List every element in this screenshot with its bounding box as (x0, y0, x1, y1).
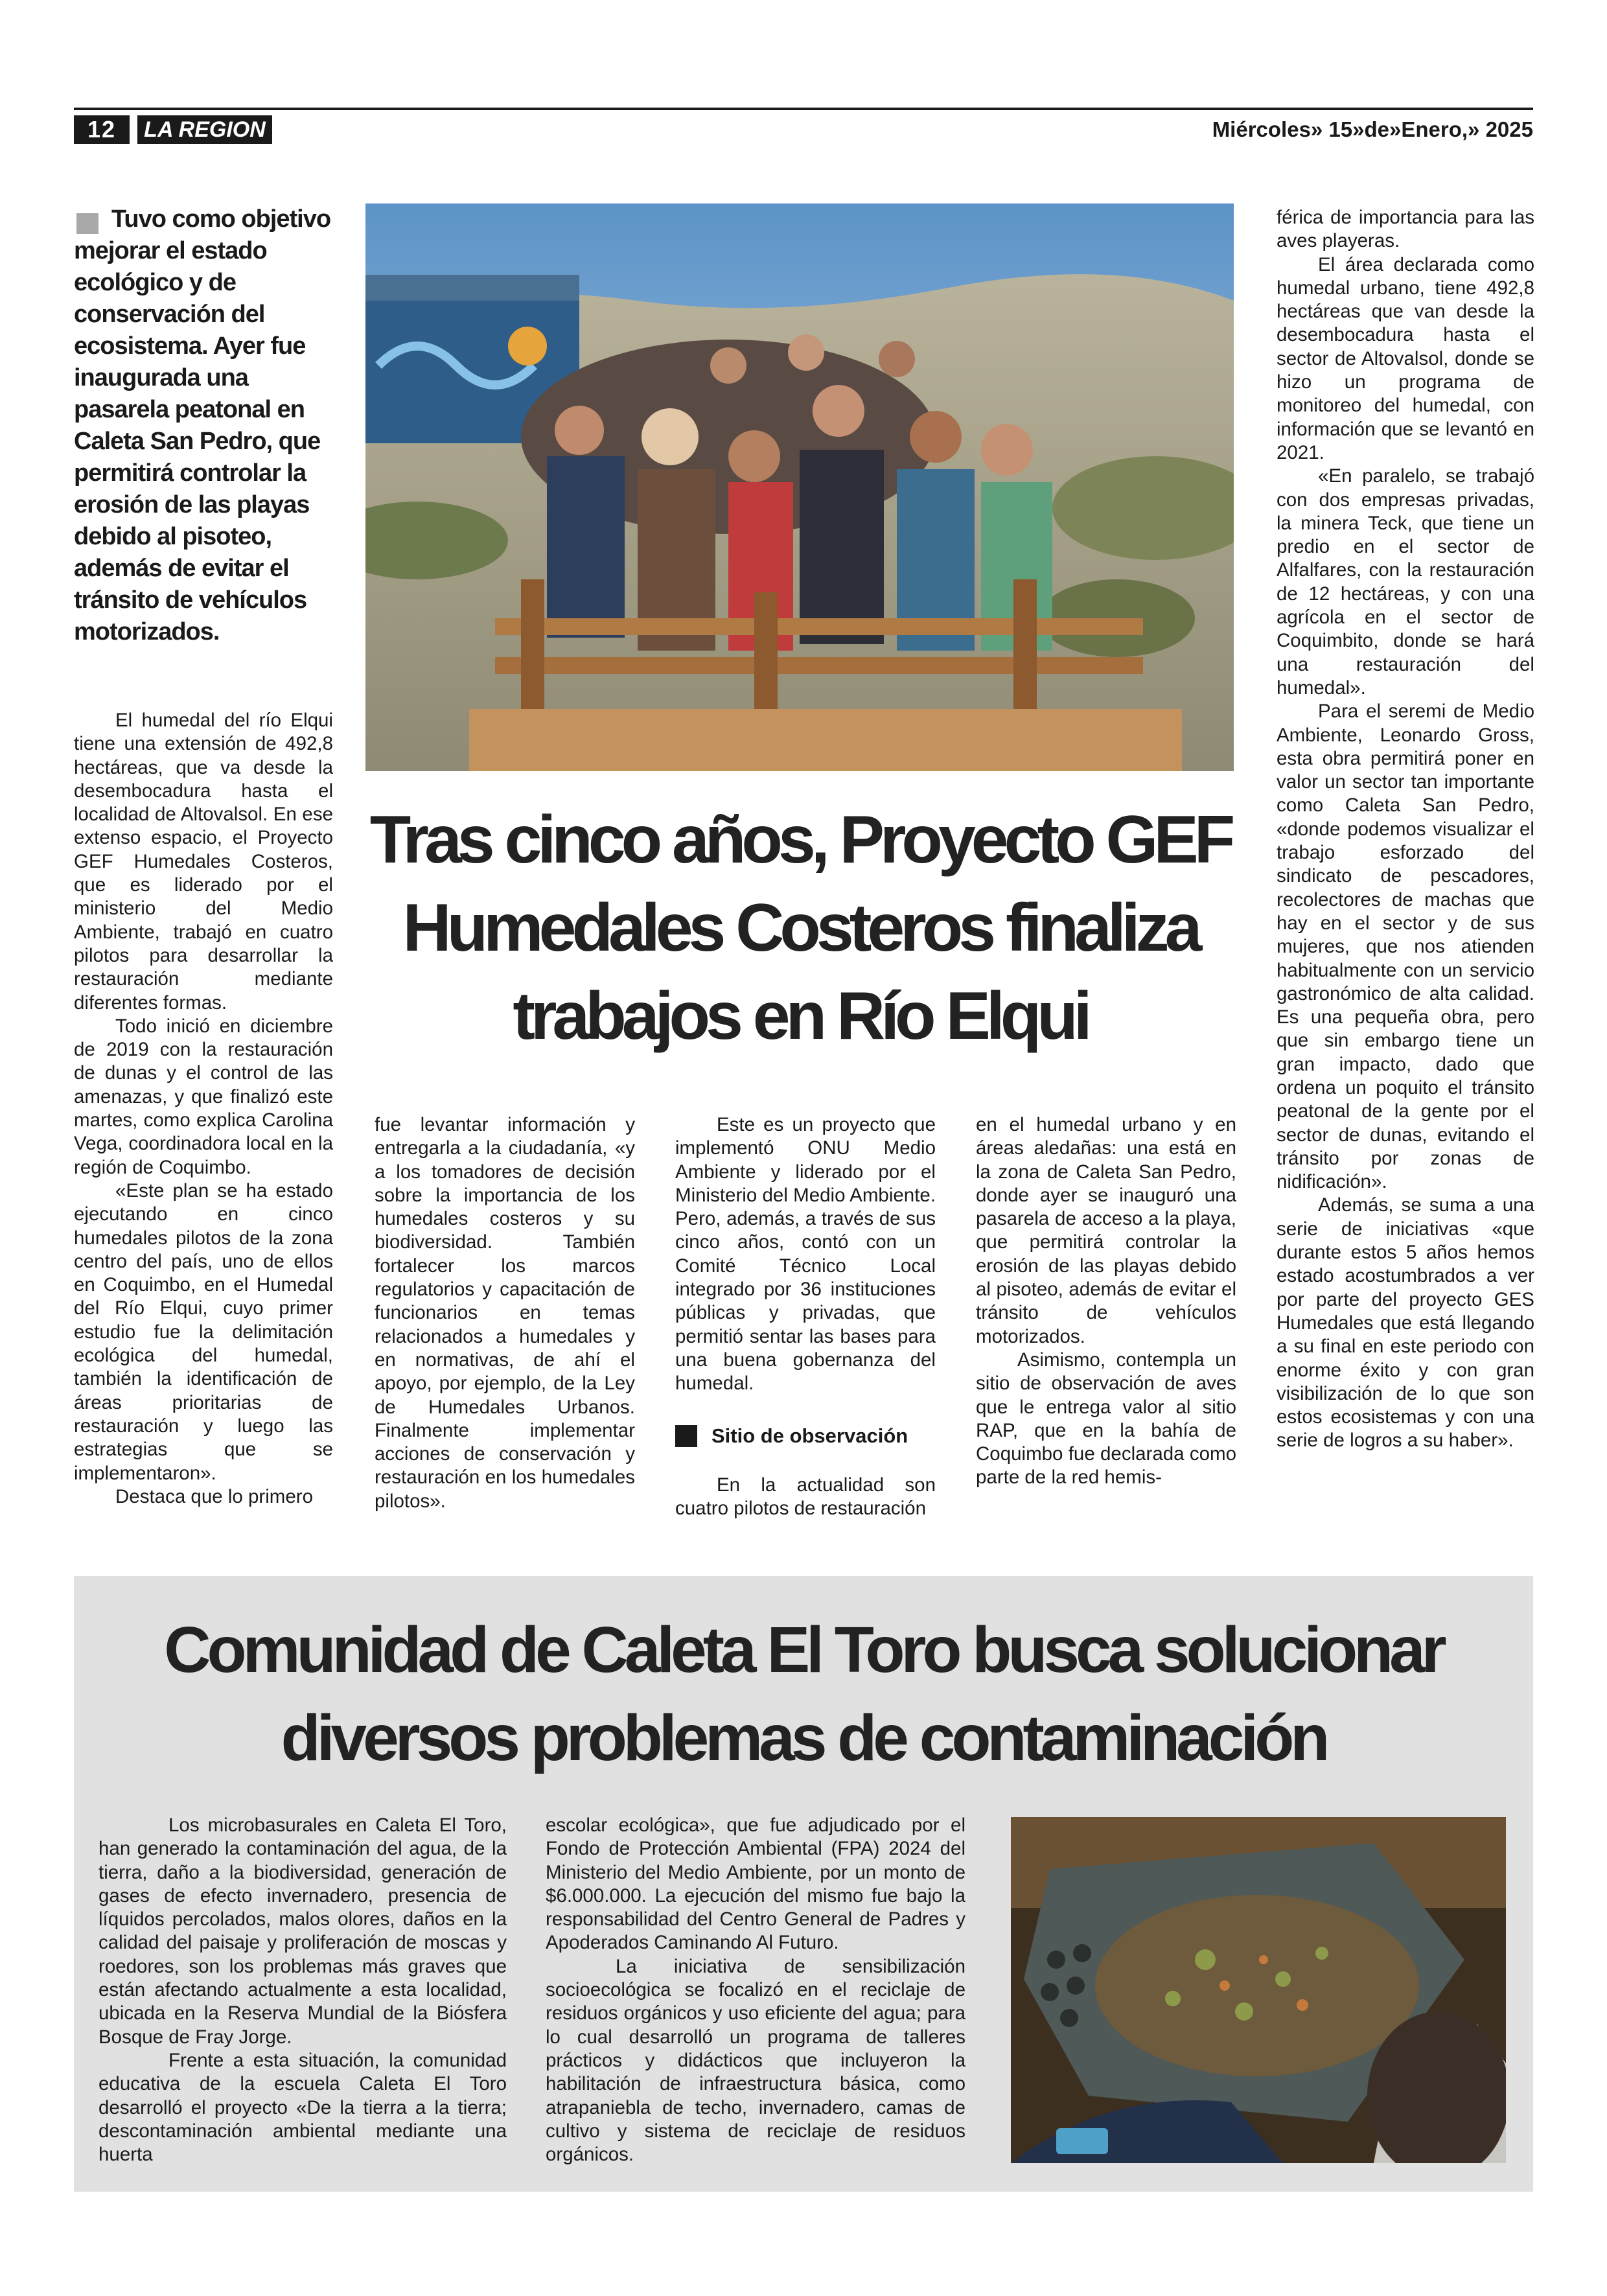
newspaper-name: LA REGION (137, 115, 272, 144)
article1-column-2 (375, 1113, 635, 1513)
article1-column-5 (1277, 206, 1534, 1453)
article1-column-1 (74, 709, 333, 1509)
subheading (675, 1424, 936, 1448)
paragraph: férica de importancia para las aves playeras. (1277, 207, 1534, 252)
paragraph: Frente a esta situación, la comunidad educativa de la escuela Caleta El Toro desarrolló el proyecto «De la tierra a la tierra; descontaminación ambiental mediante una huerta (98, 2049, 507, 2166)
article1-column-4 (976, 1113, 1236, 1490)
paragraph: fue levantar información y entregarla a la ciudadanía, «y a los tomadores de decisión sobre la importancia de los humedales costeros y su biodiversidad. También fortalecer los marcos regulatorios y capacitación de funcionarios en temas relacionados a humedales y en normativas, de ahí el apoyo, por ejemplo, de la Ley de Humedales Urbanos. Finalmente implementar acciones de conservación y restauración en los humedales pilotos». (375, 1114, 635, 1512)
compost-photo (1011, 1817, 1506, 2163)
paragraph: Los microbasurales en Caleta El Toro, han generado la contaminación del agua, de la tierra, daño a la biodiversidad, generación de gases de efecto invernadero, presencia de líquidos percolados, malos olores, daños en la calidad del paisaje y proliferación de moscas y roedores, son los problemas más graves que están afectando actualmente a esta localidad, ubicada en la Reserva Mundial de la Biósfera Bosque de Fray Jorge. (98, 1815, 507, 2048)
paragraph: El área declarada como humedal urbano, tiene 492,8 hectáreas que van desde la desembocadura hasta el sector de Altovalsol, donde se hizo un programa de monitoreo del humedal, con información que se levantó en 2021. (1277, 253, 1534, 463)
article-lead: Tuvo como objetivo mejorar el estado ecológico y de conservación del ecosistema. Ayer fue inaugurada una pasarela peatonal en Caleta San Pedro, que permitirá controlar la erosión de las playas debido al pisoteo, además de evitar el tránsito de vehículos motorizados. (74, 205, 331, 645)
article1-headline: Tras cinco años, Proyecto GEF Humedales Costeros finaliza trabajos en Río Elqui (369, 802, 1231, 1054)
paragraph: Para el seremi de Medio Ambiente, Leonardo Gross, esta obra permitirá poner en valor un sector tan importante como Caleta San Pedro, «donde podemos visualizar el trabajo esforzado del sindicato de pescadores, recolectores de machas que hay en el sector y de sus mujeres, que nos atienden habitualmente con un servicio gastronómico de alta calidad. Es una pequeña obra, pero que sin embargo tiene un gran impacto, dado que ordena un poquito el tránsito peatonal de la gente por el sector de dunas, evitando el tránsito por zonas de nidificación». (1277, 701, 1534, 1193)
page-number: 12 (74, 115, 130, 144)
paragraph: Asimismo, contempla un sitio de observación de aves que le entrega valor al sitio RAP, que en la bahía de Coquimbo fue declarada como parte de la red hemis- (976, 1349, 1236, 1489)
paragraph: escolar ecológica», que fue adjudicado por el Fondo de Protección Ambiental (FPA) 2024 del Ministerio del Medio Ambiente, por un monto de $6.000.000. La ejecución del mismo fue bajo la responsabilidad del Centro General de Padres y Apoderados Caminando Al Futuro. (546, 1815, 965, 1954)
paragraph: Todo inició en diciembre de 2019 con la restauración de dunas y el control de las amenazas, y que finalizó este martes, como explica Carolina Vega, coordinadora local en la región de Coquimbo. (74, 1015, 333, 1178)
group-photo (365, 203, 1234, 771)
article2-column-1 (98, 1814, 507, 2166)
paragraph: en el humedal urbano y en áreas aledañas: una está en la zona de Caleta San Pedro, donde ayer se inauguró una pasarela de acceso a la playa, que permitirá controlar la erosión de las playas debido al pisoteo, además de evitar el tránsito de vehículos motorizados. (976, 1114, 1236, 1347)
paragraph: El humedal del río Elqui tiene una extensión de 492,8 hectáreas, que va desde la desembocadura hasta el localidad de Altovalsol. En ese extenso espacio, el Proyecto GEF Humedales Costeros, que es liderado por el ministerio del Medio Ambiente, trabajó en cuatro pilotos para desarrollar la restauración mediante diferentes formas. (74, 710, 333, 1014)
subheading-marker (675, 1425, 697, 1447)
paragraph: Destaca que lo primero (115, 1485, 313, 1507)
article2-column-2 (546, 1814, 965, 2166)
paragraph: «Este plan se ha estado ejecutando en cinco humedales pilotos de la zona centro del país, uno de ellos en Coquimbo, en el Humedal del Río Elqui, cuyo primer estudio fue la delimitación ecológica del humedal, también la identificación de áreas prioritarias de restauración y luego las estrategias que se implementaron». (74, 1179, 333, 1484)
paragraph: «En paralelo, se trabajó con dos empresas privadas, la minera Teck, que tiene un predio en el sector de Alfalfares, con la restauración de 12 hectáreas, y con una agrícola en el sector de Coquimbito, donde se hará una restauración del humedal». (1277, 465, 1534, 699)
paragraph: Este es un proyecto que implementó ONU Medio Ambiente y liderado por el Ministerio del Medio Ambiente. Pero, además, a través de sus cinco años, contó con un Comité Técnico Local integrado por 36 instituciones públicas y privadas, que permitió sentar las bases para una buena gobernanza del humedal. (675, 1114, 936, 1395)
paragraph: En la actualidad son cuatro pilotos de restauración (675, 1474, 936, 1519)
article2-headline: Comunidad de Caleta El Toro busca solucionar diversos problemas de contaminación (164, 1614, 1443, 1774)
subheading-text: Sitio de observación (711, 1424, 908, 1447)
article1-column-3 (675, 1113, 936, 1520)
paragraph: Además, se suma a una serie de iniciativas «que durante estos 5 años hemos estado acostumbrados a ver por parte del proyecto GES Humedales que está llegando a su final en este periodo con enorme éxito y con gran visibilización de lo que son estos ecosistemas y con una serie de logros a su haber». (1277, 1194, 1534, 1452)
issue-date: Miércoles» 15»de»Enero,» 2025 (1212, 117, 1533, 141)
paragraph: La iniciativa de sensibilización socioecológica se focalizó en el reciclaje de residuos orgánicos y uso eficiente del agua; para lo cual desarrolló un programa de talleres prácticos y didácticos que incluyeron la habilitación de infraestructura básica, como atrapaniebla de techo, invernadero, camas de cultivo y sistema de reciclaje de residuos orgánicos. (546, 1955, 965, 2166)
header-rule (74, 108, 1533, 110)
